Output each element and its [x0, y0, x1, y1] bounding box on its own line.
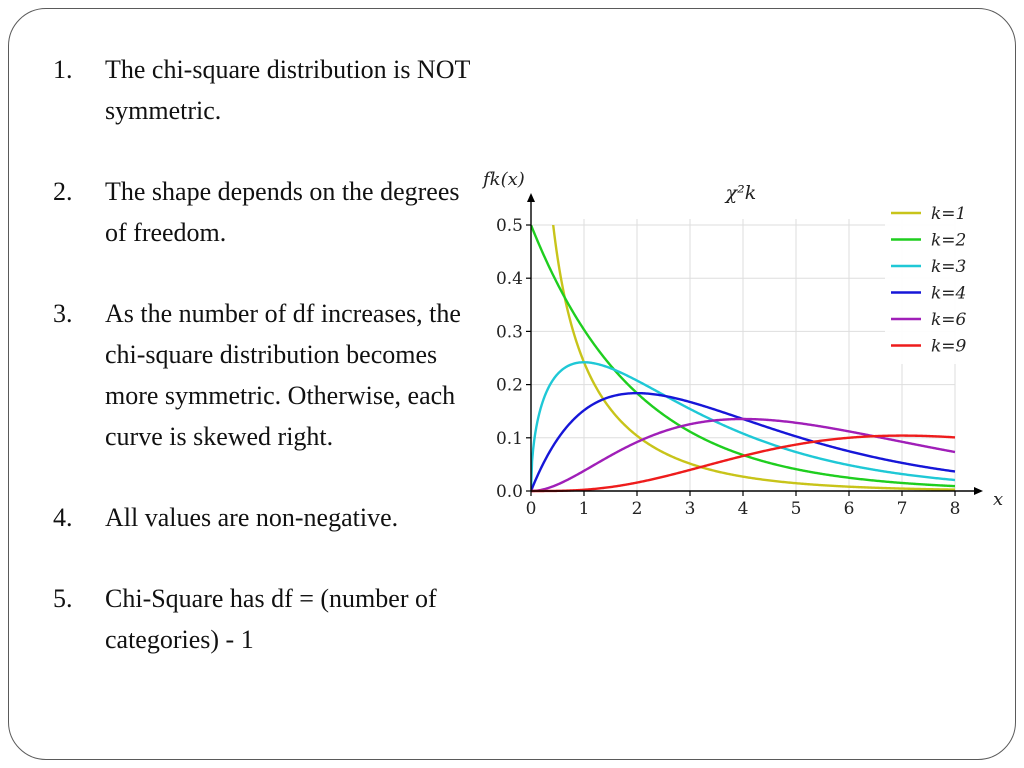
- x-axis-label: x: [993, 489, 1003, 510]
- legend-label: k=6: [931, 310, 967, 330]
- y-tick-label: 0.0: [495, 482, 523, 502]
- x-tick-label: 6: [843, 499, 855, 519]
- list-item: [53, 171, 473, 253]
- x-tick-label: 2: [631, 499, 643, 519]
- chart-title: χ²k: [725, 182, 757, 204]
- list-item: [53, 497, 473, 538]
- list-number: 3.: [53, 299, 73, 328]
- chi-square-chart: [473, 159, 1003, 529]
- list-text: The shape depends on the degrees of freedom.: [105, 177, 460, 247]
- y-axis-label: fk(x): [483, 169, 525, 190]
- x-tick-label: 1: [578, 499, 590, 519]
- y-tick-label: 0.3: [495, 322, 523, 343]
- list-text: As the number of df increases, the chi-square distribution becomes more symmetric. Otherwise, each curve is skewed right.: [105, 299, 461, 451]
- y-tick-label: 0.1: [495, 428, 523, 449]
- x-tick-label: 8: [949, 499, 961, 519]
- legend-label: k=4: [931, 283, 967, 304]
- legend-label: k=9: [931, 336, 967, 357]
- list-item: [53, 578, 473, 660]
- list-number: 4.: [53, 503, 73, 532]
- x-tick-label: 0: [525, 499, 537, 519]
- x-tick-label: 3: [684, 499, 696, 519]
- y-tick-label: 0.2: [495, 375, 523, 396]
- x-tick-label: 7: [896, 499, 908, 519]
- legend-label: k=3: [931, 257, 967, 277]
- list-text: All values are non-negative.: [105, 503, 399, 532]
- list-text: Chi-Square has df = (number of categories) - 1: [105, 584, 437, 654]
- list-number: 5.: [53, 584, 73, 613]
- x-tick-label: 5: [790, 499, 802, 519]
- list-item: [53, 293, 473, 457]
- list-number: 1.: [53, 55, 73, 84]
- x-tick-label: 4: [737, 499, 749, 519]
- y-axis-arrow: [527, 193, 535, 202]
- y-tick-label: 0.5: [495, 216, 523, 236]
- list-number: 2.: [53, 177, 73, 206]
- legend-label: k=2: [931, 230, 967, 251]
- list-text: The chi-square distribution is NOT symmetric.: [105, 55, 470, 125]
- legend-label: k=1: [931, 204, 967, 224]
- x-axis-arrow: [974, 487, 983, 495]
- bullet-list: [53, 49, 473, 700]
- list-item: [53, 49, 473, 131]
- slide: [8, 8, 1016, 760]
- y-tick-label: 0.4: [495, 269, 523, 290]
